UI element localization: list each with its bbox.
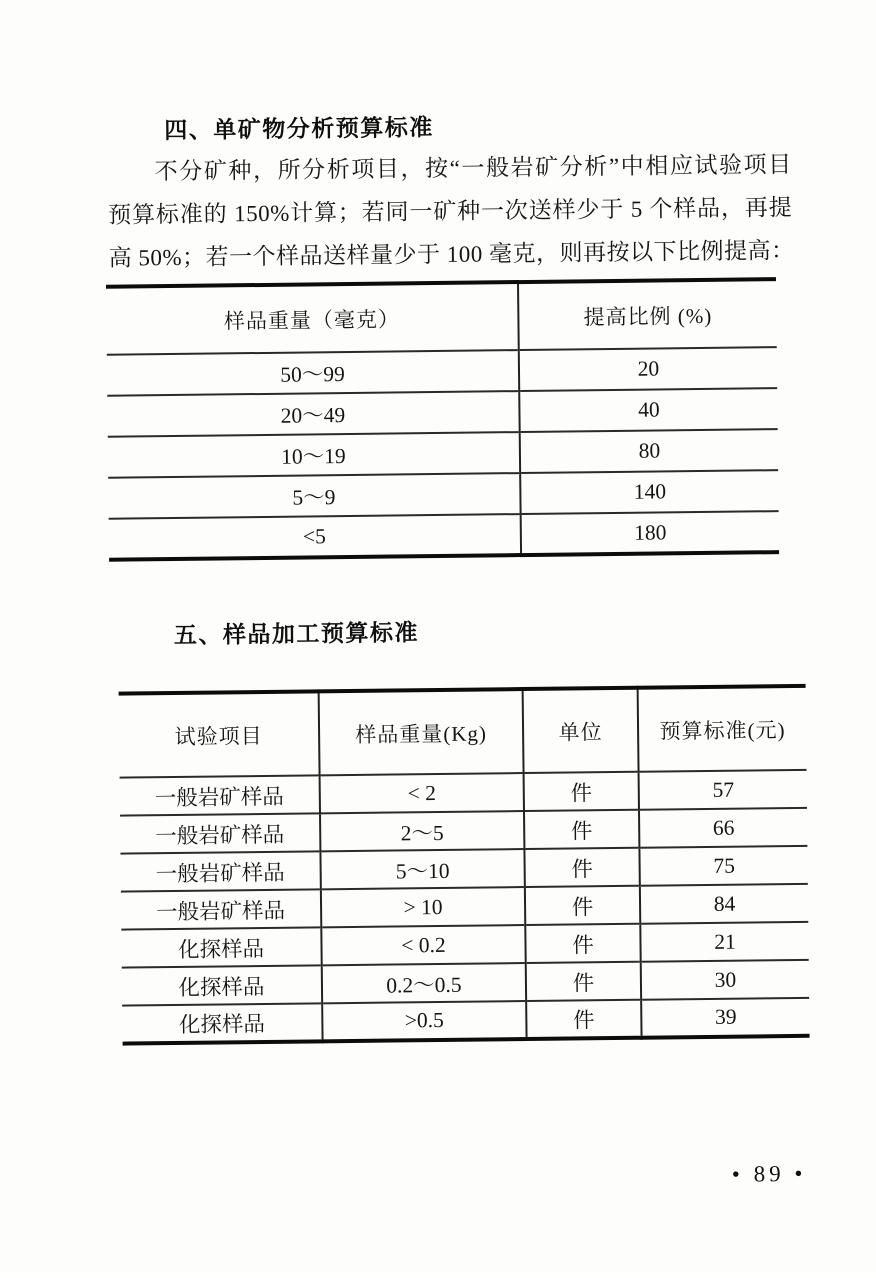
- cell-increase-ratio: 180: [521, 511, 779, 555]
- cell-weight-range: <5: [109, 514, 521, 560]
- cell-increase-ratio: 80: [520, 429, 778, 473]
- cell-sample-weight: 0.2～0.5: [322, 963, 526, 1003]
- cell-sample-weight: >0.5: [322, 1001, 526, 1041]
- cell-budget-standard: 30: [641, 960, 809, 1000]
- cell-test-item: 化探样品: [122, 965, 322, 1005]
- cell-weight-range: 10～19: [108, 432, 520, 478]
- cell-sample-weight: < 2: [320, 773, 524, 813]
- section-4-heading: 四、单矿物分析预算标准: [164, 115, 434, 144]
- cell-unit: 件: [524, 848, 639, 887]
- cell-sample-weight: 2～5: [320, 811, 524, 851]
- table2-header-budget-standard: 预算标准(元): [638, 686, 807, 772]
- cell-budget-standard: 57: [639, 770, 807, 810]
- table-row: [109, 511, 779, 560]
- cell-unit: 件: [524, 810, 639, 849]
- cell-unit: 件: [525, 886, 640, 925]
- cell-test-item: 化探样品: [122, 1003, 322, 1043]
- cell-sample-weight: > 10: [321, 887, 525, 927]
- section-5-heading: 五、样品加工预算标准: [173, 620, 420, 648]
- section-4-paragraph: [107, 143, 795, 280]
- cell-increase-ratio: 40: [519, 388, 777, 432]
- cell-test-item: 一般岩矿样品: [121, 889, 321, 929]
- table2-header-test-item: 试验项目: [174, 723, 263, 749]
- cell-budget-standard: 21: [640, 922, 808, 962]
- table1-header-increase-ratio: 提高比例 (%): [518, 279, 777, 350]
- table1-header-row: [106, 279, 777, 355]
- table2-header-row: [119, 686, 807, 778]
- table-row: [122, 998, 809, 1044]
- cell-increase-ratio: 20: [519, 347, 777, 391]
- cell-unit: 件: [526, 1000, 641, 1039]
- cell-weight-range: 20～49: [107, 391, 519, 437]
- paragraph-line-1: 不分矿种，所分析项目，按“一般岩矿分析”中相应试验项目: [154, 151, 792, 185]
- cell-unit: 件: [526, 962, 641, 1001]
- cell-weight-range: 5～9: [108, 473, 520, 519]
- cell-budget-standard: 84: [640, 884, 808, 924]
- cell-test-item: 化探样品: [121, 927, 321, 967]
- table2-header-unit: 单位: [523, 688, 639, 773]
- cell-test-item: 一般岩矿样品: [120, 813, 320, 853]
- mineral-weight-increase-table: [106, 277, 779, 562]
- cell-sample-weight: < 0.2: [321, 925, 525, 965]
- cell-test-item: 一般岩矿样品: [120, 851, 320, 891]
- cell-budget-standard: 75: [639, 846, 807, 886]
- cell-unit: 件: [525, 924, 640, 963]
- cell-weight-range: 50～99: [107, 350, 519, 396]
- sample-processing-budget-table: [119, 684, 810, 1046]
- paragraph-line-2: 预算标准的 150%计算；若同一矿种一次送样少于 5 个样品，再提: [108, 194, 793, 228]
- cell-test-item: 一般岩矿样品: [120, 775, 320, 815]
- cell-sample-weight: 5～10: [320, 849, 524, 889]
- cell-budget-standard: 39: [641, 998, 809, 1038]
- cell-unit: 件: [524, 772, 639, 811]
- paragraph-line-3: 高 50%；若一个样品送样量少于 100 毫克，则再按以下比例提高：: [108, 237, 795, 271]
- table1-header-sample-weight: 样品重量（毫克）: [223, 306, 401, 333]
- cell-increase-ratio: 140: [520, 470, 778, 514]
- page-number: • 89 •: [731, 1160, 807, 1187]
- cell-budget-standard: 66: [639, 808, 807, 848]
- table2-header-sample-weight: 样品重量(Kg): [319, 689, 524, 775]
